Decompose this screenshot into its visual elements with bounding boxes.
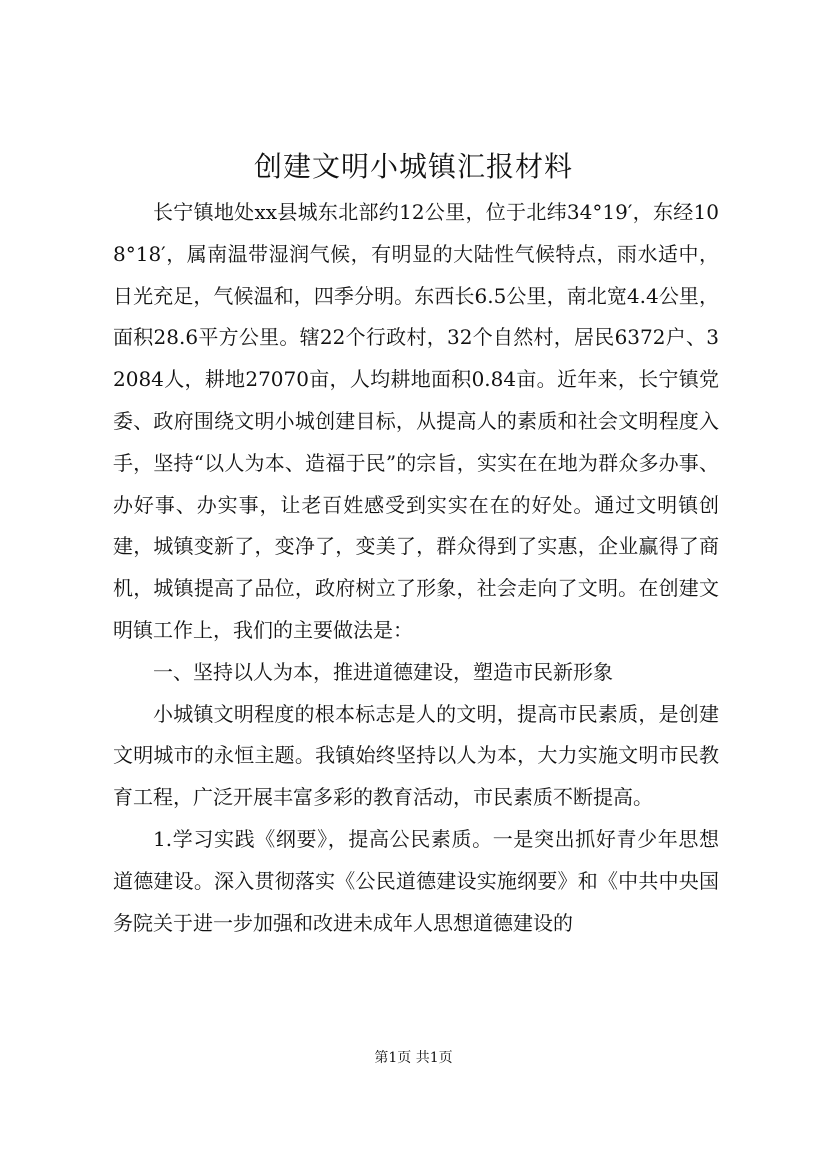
- page-footer: 第1页 共1页: [374, 1050, 453, 1066]
- document-body: [113, 192, 719, 944]
- paragraph-intro: 长宁镇地处xx县城东北部约12公里，位于北纬34°19′，东经108°18′，属南温带湿润气候，有明显的大陆性气候特点，雨水适中，日光充足，气候温和，四季分明。东西长6.5公里，南北宽4.4公里，面积28.6平方公里。辖22个行政村，32个自然村，居民6372户、32084人，耕地27070亩，人均耕地面积0.84亩。近年来，长宁镇党委、政府围绕文明小城创建目标，从提高人的素质和社会文明程度入手，坚持“以人为本、造福于民”的宗旨，实实在在地为群众多办事、办好事、办实事，让老百姓感受到实实在在的好处。通过文明镇创建，城镇变新了，变净了，变美了，群众得到了实惠，企业赢得了商机，城镇提高了品位，政府树立了形象，社会走向了文明。在创建文明镇工作上，我们的主要做法是：: [113, 200, 719, 642]
- paragraph-item-1: 1.学习实践《纲要》，提高公民素质。一是突出抓好青少年思想道德建设。深入贯彻落实《公民道德建设实施纲要》和《中共中央国务院关于进一步加强和改进未成年人思想道德建设的: [113, 826, 719, 935]
- section-heading-1: 一、坚持以人为本，推进道德建设，塑造市民新形象: [153, 659, 613, 684]
- paragraph-section-1: 小城镇文明程度的根本标志是人的文明，提高市民素质，是创建文明城市的永恒主题。我镇始终坚持以人为本，大力实施文明市民教育工程，广泛开展丰富多彩的教育活动，市民素质不断提高。: [113, 701, 719, 810]
- document-title: 创建文明小城镇汇报材料: [253, 150, 573, 183]
